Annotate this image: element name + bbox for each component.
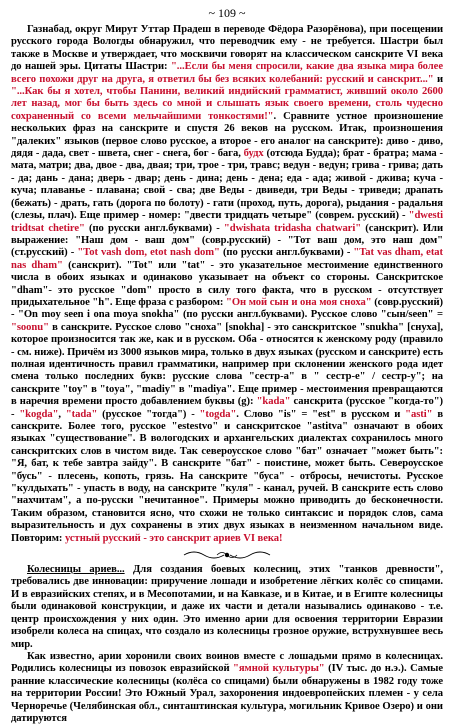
highlighted-text: "Он мой сын и она моя сноха" xyxy=(226,296,372,308)
text-segment: в санскрите. Более того, русское "estestvo" и санскритское "astitva" означают в обоих языках "существование". В вологодских и архангельских диалектах сохранилось много санскритских слов в чистом виде. Так североусское слово "бат" означает "может быть": "Я, бат, к тебе завтра зайду". В санскрите "бат" - поистине, может быть. Североусское "бусь" - плесень, копоть, грязь. На санскрите "буса" - отбросы, нечистоты. Русское "кулдыхать" - упасть в воду, на санскрите "куля" - канал, ручей. В санскрите есть слово "нахчитам", а по-русски "нечитанное". Примеры можно приводить до бесконечности. Таким образом, становится ясно, что схожи не только синтаксис и порядок слов, сама выразительность и дух сохранены в этих двух языках в неизменном начальном виде. Повторим: xyxy=(11,408,443,544)
paragraph-sanskrit xyxy=(11,24,443,545)
highlighted-text: "asti" xyxy=(405,408,433,420)
highlighted-text: "Tot vash dom, etot nash dom" xyxy=(77,247,220,259)
highlighted-text: "ямной культуры" xyxy=(233,663,325,675)
section-lead: Колесницы ариев... xyxy=(27,564,125,576)
text-segment: (русское "тогда") - xyxy=(97,408,200,420)
highlighted-text: "kada" xyxy=(256,396,291,408)
text-segment: и xyxy=(433,73,443,85)
text-segment: Для создания боевых колесниц, этих "танков древности", требовались две инновации: приручение лошади и изобретение лёгких колёс со спицами. И в евразийских степях, и в Месопотамии, и на Кавказе, и в Китае, и в Египте колесницы были одинаковой конструкции, и даже их части и детали назывались одинаково - т.е. центр происхождения у них один. Это именно арии для освоения территории Евразии изобрели колеса на спицах, что создало из колесницы грозное оружие, вструхнувшее весь мир. xyxy=(11,564,444,650)
text-segment: в санскрите. Русское слово "сноха" [snokha] - это санскритское "snukha" [снуха], которое произносится так же, как и в русском. Оба - относятся к женскому роду (правило - см. ниже). Причём из 3000 языков мира, только в двух языках (русском и санскрите) есть полная идентичность правил грамматики, например при склонении женского рода идет смена только последних букв: русские слова "сестр-а" в " сестр-е" / сестр-у"; на санскрите "toy" в "toya", "madiy" в "madiya". Еще пример - местоимения превращаются в наречия времени просто добавлением буквы (g): xyxy=(11,321,443,408)
text-segment: (санскрит). Или выражение: "Наш дом - ваш дом" (совр.русский) - "Тот ваш дом, это наш дом" (ст.русский) - xyxy=(11,222,443,259)
text-segment: , xyxy=(58,408,66,420)
text-segment: (совр.русский) - "On moy seen i ona moya snokha" (по русски англ.буквами). Русское слово "сын/seen" = xyxy=(11,296,443,321)
text-segment: Газнабад, округ Мирут Уттар Прадеш в переводе Фёдора Разорёнова), при посещении русского города Вологды обнаружил, что переводчик ему - не требуется. Шастри был также в Москве и утверждает, что москвичи говорят на классическом санскрите VI века до нашей эры. Цитаты Шастри: xyxy=(11,24,443,73)
highlighted-text: "dwesti tridtsat chetire" xyxy=(11,210,443,234)
text-segment: (по русски англ.буквами) - xyxy=(219,247,354,259)
highlighted-text: "dwishata tridasha chatwari" xyxy=(223,222,362,234)
text-segment: . Слово "is" = "est" в русском и xyxy=(236,408,406,420)
highlighted-text: "tada" xyxy=(65,408,98,420)
text-segment: . Сравните устное произношение нескольких фраз на санскрите и спустя 26 веков на русском. Итак, произношения "далеких" языков (первое слово русское, а второе - его аналог на санскрите): диво - диво, дядя - дада, свет - швета, снег - снега, бог - бага, xyxy=(11,110,443,160)
paragraph-burials xyxy=(11,651,443,725)
highlighted-text: "soonu" xyxy=(11,321,49,333)
highlighted-text: "...Как бы я хотел, чтобы Панини, великий индийский грамматист, живший около 2600 лет назад, мог бы быть здесь со мной и слышать язык своего времени, столь чудесно сохраненный со всеми мельчайшими тонкостями!" xyxy=(11,86,443,122)
highlighted-text: устный русский - это санскрит ариев VI века! xyxy=(64,532,283,544)
text-segment: (IV тыс. до н.э.). Самые ранние классические колесницы (колёса со спицами) были обнаружены в 1982 году тоже на территории России! Это Южный Урал, захоронения индоевропейских племен - у села Черноречье (Челябинская обл., синташтинская культура, могильник Кривое Озеро) и они датируются xyxy=(11,663,444,724)
highlighted-text: будх xyxy=(243,148,264,160)
text-segment: (санскрит). "Tot" или "tat" - это указательное местоимение единственного числа в обоих языках и одинаково указывает на объект со стороны. Санскритское "dham"- это русское "dom" просто в силу того факта, что в русском - отсутствует придыхательное "h". Еще фраза с разбором: xyxy=(11,259,443,308)
decorative-separator xyxy=(11,548,443,562)
text-segment: Как известно, арии хоронили своих воинов вместе с лошадьми прямо в колесницах. Родились колесницы из повозок евразийской xyxy=(11,650,443,675)
highlighted-text: "...Если бы меня спросили, какие два языка мира более всего похожи друг на друга, я ответил бы без всяких колебаний: русский и санскрит..." xyxy=(11,61,443,85)
highlighted-text: "Tat vas dham, etat nas dham" xyxy=(11,247,444,271)
ornament-icon xyxy=(182,549,272,561)
paragraph-chariots xyxy=(11,564,443,651)
highlighted-text: "togda" xyxy=(199,408,237,420)
text-segment: санскрита (русское "когда-то") - xyxy=(11,396,443,420)
highlighted-text: "kogda" xyxy=(19,408,59,420)
page-number: ~ 109 ~ xyxy=(208,6,246,20)
book-page xyxy=(11,0,444,724)
text-segment: (по русски англ.буквами) - xyxy=(84,222,224,234)
text-segment: (отсюда Будда); брат - братра; мама - мата, матри; два, двое - два, двая; три, трое - три, травс; ведун - ведун; грива - грива; дать - да; дань - дана; дверь - двар; день - дина; день - дена; еда - ада; живой - джива; куча - куча; плаванье - плавана; свой - сва; две Веды - двиведи, три Веды - триведи; драпать (бежать) - драть, гать (дорога по болоту) - гати (проход, путь, дорога), рыдания - радальня (слезы, плач). Еще пример - номер: "двести тридцать четыре" (соврем. русский) - xyxy=(11,148,443,222)
